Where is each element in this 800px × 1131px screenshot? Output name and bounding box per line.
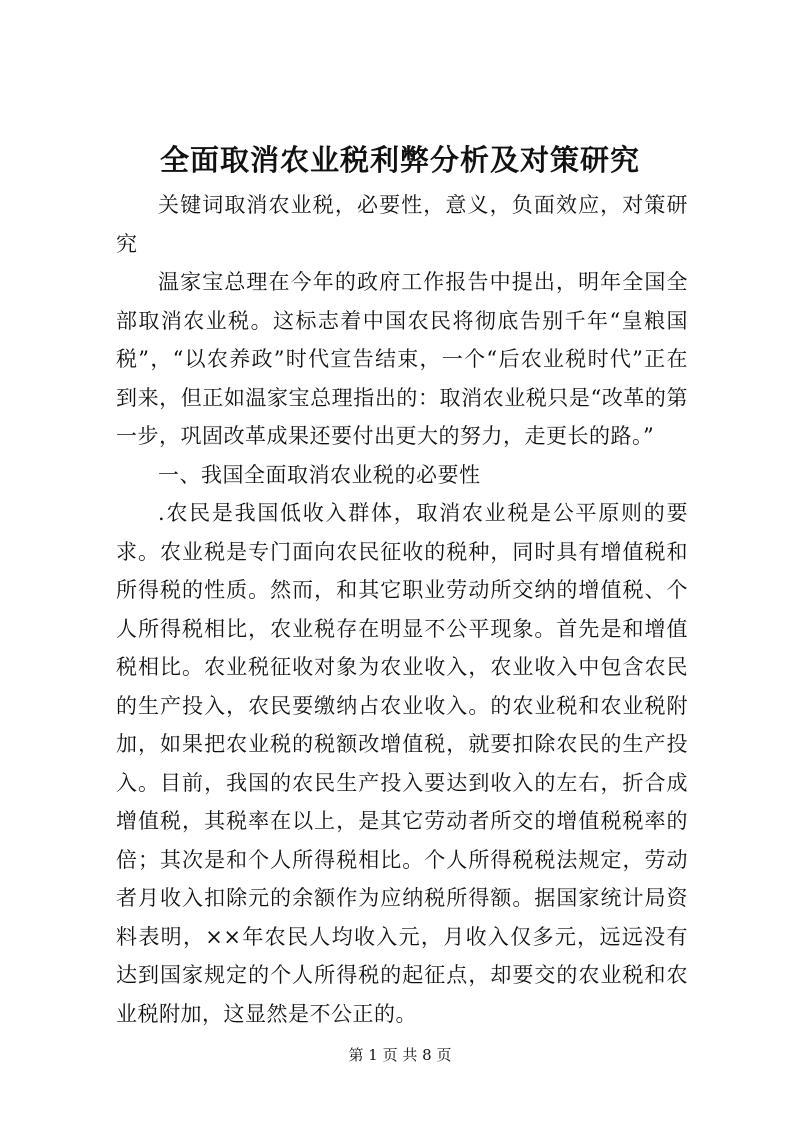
keywords-paragraph: 关键词取消农业税，必要性，意义，负面效应，对策研究 [116, 193, 688, 256]
section-heading: 一、我国全面取消农业税的必要性 [158, 462, 481, 487]
section-paragraph: .农民是我国低收入群体，取消农业税是公平原则的要求。农业税是专门面向农民征收的税种，同时具有增值税和所得税的性质。然而，和其它职业劳动所交纳的增值税、个人所得税相比，农业税存在明显不公平现象。首先是和增值税相比。农业税征收对象为农业收入，农业收入中包含农民的生产投入，农民要缴纳占农业收入。的农业税和农业税附加，如果把农业税的税额改增值税，就要扣除农民的生产投入。目前，我国的农民生产投入要达到收入的左右，折合成增值税，其税率在以上，是其它劳动者所交的增值税税率的倍；其次是和个人所得税相比。个人所得税税法规定，劳动者月收入扣除元的余额作为应纳税所得额。据国家统计局资料表明，××年农民人均收入元，月收入仅多元，远远没有达到国家规定的个人所得税的起征点，却要交的农业税和农业税附加，这显然是不公正的。 [116, 501, 688, 1026]
document-body [116, 186, 688, 1033]
document-title: 全面取消农业税利弊分析及对策研究 [159, 143, 640, 177]
intro-paragraph: 温家宝总理在今年的政府工作报告中提出，明年全国全部取消农业税。这标志着中国农民将彻底告别千年“皇粮国税”，“以农养政”时代宣告结束，一个“后农业税时代”正在到来，但正如温家宝总理指出的：取消农业税只是“改革的第一步，巩固改革成果还要付出更大的努力，走更长的路。” [116, 270, 688, 448]
page-number-footer: 第 1 页 共 8 页 [348, 1046, 452, 1064]
